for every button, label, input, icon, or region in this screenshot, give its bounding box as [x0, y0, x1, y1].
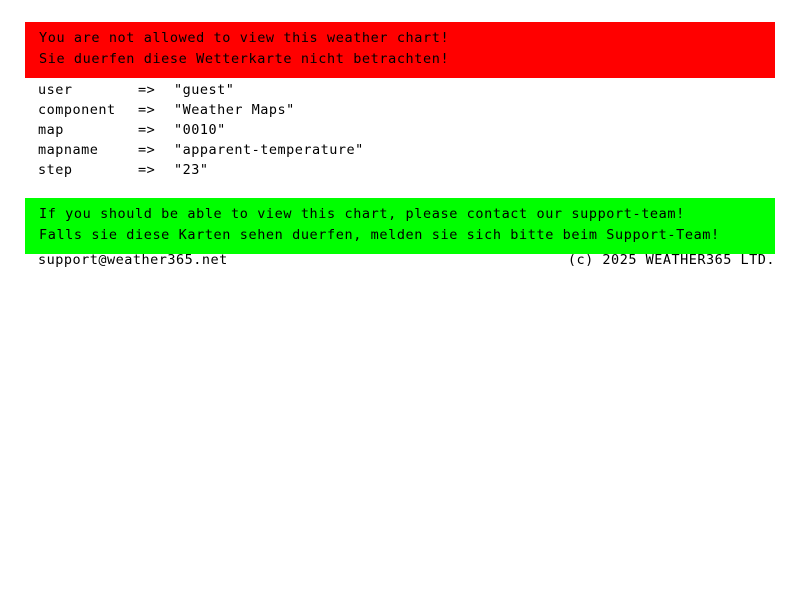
- error-banner: [25, 22, 775, 78]
- parameter-row-user: [38, 80, 364, 100]
- parameter-key: map: [38, 122, 64, 138]
- parameter-row-mapname: [38, 140, 364, 160]
- parameter-arrow: =>: [138, 102, 156, 118]
- error-banner-line-de: Sie duerfen diese Wetterkarte nicht betrachten!: [39, 51, 450, 67]
- parameter-arrow: =>: [138, 82, 156, 98]
- parameter-row-step: [38, 160, 364, 180]
- support-email-link[interactable]: support@weather365.net: [38, 252, 228, 268]
- parameter-value: "0010": [174, 122, 226, 138]
- parameter-arrow: =>: [138, 122, 156, 138]
- parameter-arrow: =>: [138, 142, 156, 158]
- parameter-key: component: [38, 102, 116, 118]
- parameter-value: "guest": [174, 82, 235, 98]
- info-banner-line-de: Falls sie diese Karten sehen duerfen, melden sie sich bitte beim Support-Team!: [39, 227, 720, 243]
- parameter-value: "23": [174, 162, 209, 178]
- parameter-row-component: [38, 100, 364, 120]
- parameter-row-map: [38, 120, 364, 140]
- info-banner: [25, 198, 775, 254]
- parameter-key: step: [38, 162, 73, 178]
- info-banner-line-en: If you should be able to view this chart, please contact our support-team!: [39, 206, 685, 222]
- parameter-value: "Weather Maps": [174, 102, 295, 118]
- error-banner-line-en: You are not allowed to view this weather chart!: [39, 30, 450, 46]
- parameter-list: [38, 80, 364, 180]
- footer: [38, 250, 775, 270]
- parameter-arrow: =>: [138, 162, 156, 178]
- parameter-value: "apparent-temperature": [174, 142, 364, 158]
- parameter-key: mapname: [38, 142, 99, 158]
- copyright-text: (c) 2025 WEATHER365 LTD.: [567, 252, 775, 268]
- parameter-key: user: [38, 82, 73, 98]
